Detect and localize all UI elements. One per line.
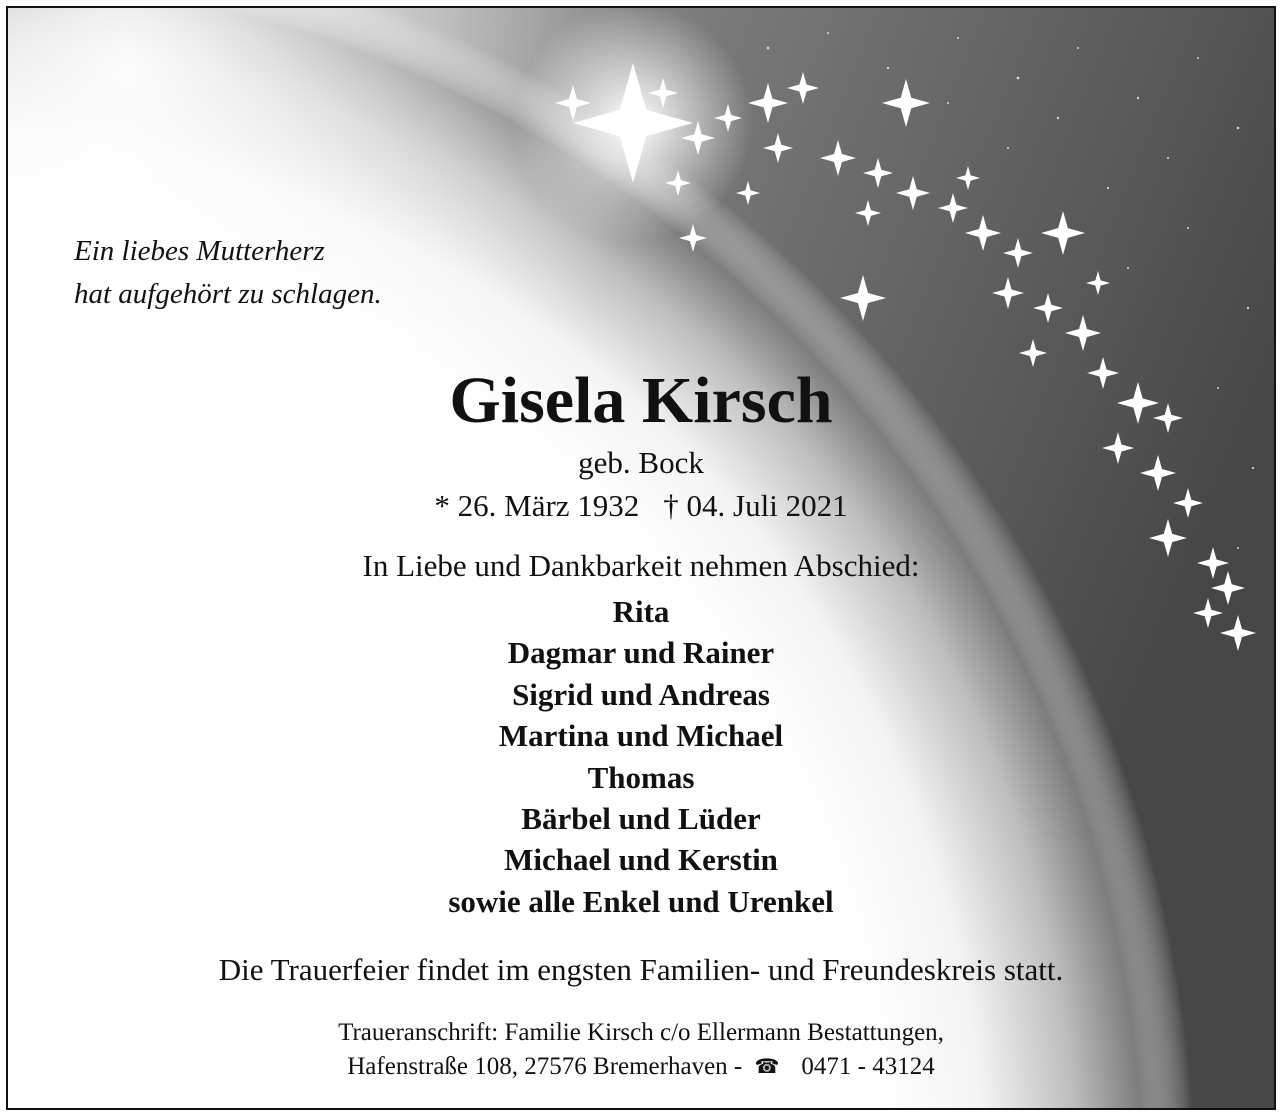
address-line-1: Traueranschrift: Familie Kirsch c/o Ellermann Bestattungen, <box>338 1019 944 1046</box>
motto-line-2: hat aufgehört zu schlagen. <box>74 278 382 310</box>
ceremony-note: Die Trauerfeier findet im engsten Familien- und Freundeskreis statt. <box>218 952 1064 987</box>
death-date: † 04. Juli 2021 <box>663 488 848 523</box>
phone-number: 0471 - 43124 <box>801 1053 935 1080</box>
motto <box>74 230 382 316</box>
address-line-2 <box>8 1050 1274 1084</box>
mourner-item: sowie alle Enkel und Urenkel <box>448 883 834 919</box>
birth-date: * 26. März 1932 <box>434 488 640 523</box>
mourner-item: Bärbel und Lüder <box>521 801 761 837</box>
obituary-notice <box>6 6 1276 1110</box>
life-dates <box>8 486 1274 526</box>
mourner-item: Dagmar und Rainer <box>507 635 775 671</box>
mourners-list <box>8 591 1274 922</box>
mourner-item: Rita <box>612 594 670 629</box>
motto-line-1: Ein liebes Mutterherz <box>74 235 325 267</box>
mourner-item: Sigrid und Andreas <box>512 676 770 712</box>
telephone-icon: ☎ <box>754 1056 780 1078</box>
address-street: Hafenstraße 108, 27576 Bremerhaven - <box>347 1053 743 1080</box>
maiden-name: geb. Bock <box>578 445 704 480</box>
deceased-name: Gisela Kirsch <box>449 364 833 437</box>
mourner-item: Martina und Michael <box>498 718 784 754</box>
mourning-address <box>8 1016 1274 1084</box>
farewell-line: In Liebe und Dankbarkeit nehmen Abschied: <box>362 548 920 583</box>
mourner-item: Michael und Kerstin <box>504 842 778 878</box>
mourner-item: Thomas <box>587 759 695 795</box>
